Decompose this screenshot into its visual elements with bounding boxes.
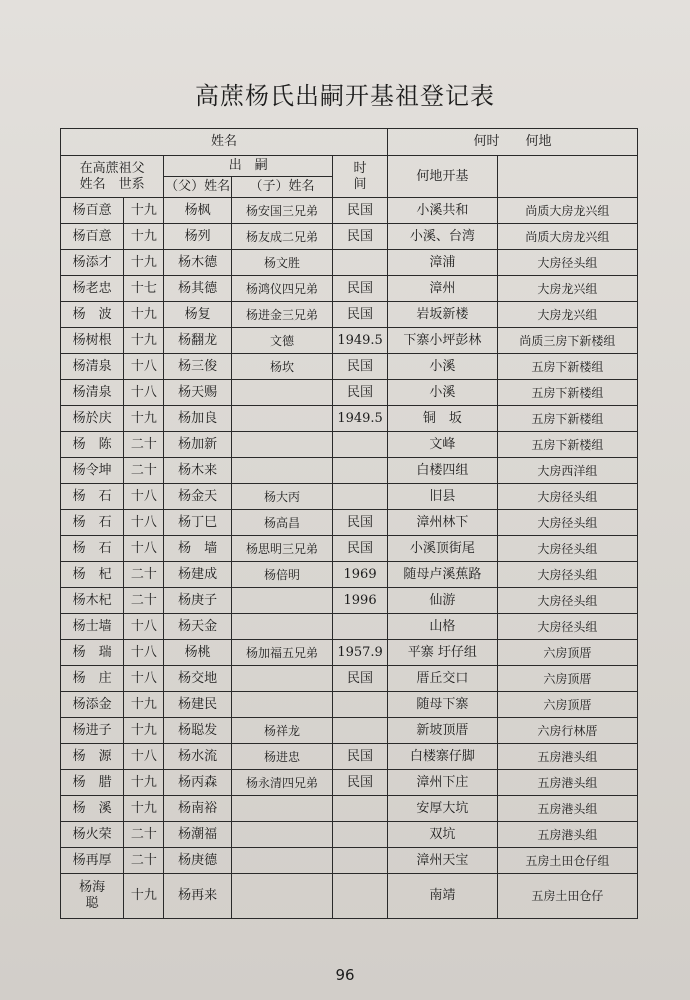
settle-place-cell: 厝丘交口: [388, 666, 498, 692]
branch-group-cell: 五房港头组: [497, 796, 637, 822]
table-row: [61, 484, 638, 510]
father-name-cell: 杨翻龙: [164, 328, 232, 354]
settle-place-cell: 南靖: [388, 874, 498, 919]
settle-place-cell: 白楼寨仔脚: [388, 744, 498, 770]
time-cell: [333, 432, 388, 458]
branch-group-cell: 大房径头组: [497, 536, 637, 562]
settle-place-cell: 下寨小坪彭林: [388, 328, 498, 354]
father-name-cell: 杨木德: [164, 250, 232, 276]
time-cell: 民国: [333, 536, 388, 562]
branch-group-cell: 六房行林厝: [497, 718, 637, 744]
branch-group-cell: 六房顶厝: [497, 692, 637, 718]
settle-place-cell: 安厚大坑: [388, 796, 498, 822]
time-cell: 民国: [333, 302, 388, 328]
header-row-1: [61, 129, 638, 156]
time-cell: 民国: [333, 744, 388, 770]
generation-cell: 十九: [124, 874, 164, 919]
branch-group-cell: 尚质大房龙兴组: [497, 224, 637, 250]
generation-cell: 十八: [124, 484, 164, 510]
header-group: [497, 156, 637, 198]
son-name-cell: [231, 588, 332, 614]
grandfather-name-cell: 杨於庆: [61, 406, 124, 432]
branch-group-cell: 五房土田仓仔: [497, 874, 637, 919]
branch-group-cell: 大房径头组: [497, 588, 637, 614]
father-name-cell: 杨天赐: [164, 380, 232, 406]
father-name-cell: 杨列: [164, 224, 232, 250]
table-row: [61, 276, 638, 302]
grandfather-name-cell: 杨令坤: [61, 458, 124, 484]
registry-table: [60, 128, 638, 919]
settle-place-cell: 小溪顶街尾: [388, 536, 498, 562]
generation-cell: 二十: [124, 458, 164, 484]
time-cell: 民国: [333, 224, 388, 250]
page-title: 高蔗杨氏出嗣开基祖登记表: [195, 82, 495, 110]
father-name-cell: 杨再来: [164, 874, 232, 919]
son-name-cell: 杨进忠: [231, 744, 332, 770]
son-name-cell: 杨安国三兄弟: [231, 198, 332, 224]
settle-place-cell: 漳州林下: [388, 510, 498, 536]
son-name-cell: 杨坎: [231, 354, 332, 380]
father-name-cell: 杨天金: [164, 614, 232, 640]
settle-place-cell: 漳州: [388, 276, 498, 302]
time-cell: 1949.5: [333, 406, 388, 432]
grandfather-name-cell: 杨 石: [61, 510, 124, 536]
father-name-cell: 杨交地: [164, 666, 232, 692]
time-cell: 民国: [333, 380, 388, 406]
father-name-cell: 杨其德: [164, 276, 232, 302]
table-row: [61, 588, 638, 614]
branch-group-cell: 五房港头组: [497, 822, 637, 848]
header-adopted: 出 嗣: [164, 156, 333, 177]
header-row-2: [61, 156, 638, 177]
son-name-cell: [231, 458, 332, 484]
settle-place-cell: 随母卢溪蕉路: [388, 562, 498, 588]
grandfather-name-cell: 杨 石: [61, 484, 124, 510]
grandfather-name-cell: 杨清泉: [61, 380, 124, 406]
table-row: [61, 250, 638, 276]
settle-place-cell: 新坡顶厝: [388, 718, 498, 744]
generation-cell: 二十: [124, 432, 164, 458]
grandfather-name-cell: 杨再厚: [61, 848, 124, 874]
generation-cell: 二十: [124, 588, 164, 614]
son-name-cell: [231, 666, 332, 692]
generation-cell: 十九: [124, 718, 164, 744]
generation-cell: 十八: [124, 744, 164, 770]
son-name-cell: [231, 848, 332, 874]
table-row: [61, 328, 638, 354]
son-name-cell: [231, 432, 332, 458]
settle-place-cell: 小溪: [388, 354, 498, 380]
header-time: 时 间: [333, 156, 388, 198]
son-name-cell: 杨祥龙: [231, 718, 332, 744]
generation-cell: 十八: [124, 640, 164, 666]
time-cell: [333, 796, 388, 822]
settle-place-cell: 漳州天宝: [388, 848, 498, 874]
son-name-cell: [231, 406, 332, 432]
grandfather-name-cell: 杨木杞: [61, 588, 124, 614]
time-cell: [333, 484, 388, 510]
table-row: [61, 874, 638, 919]
grandfather-name-cell: 杨 庄: [61, 666, 124, 692]
son-name-cell: 杨高昌: [231, 510, 332, 536]
table-row: [61, 796, 638, 822]
branch-group-cell: 五房下新楼组: [497, 354, 637, 380]
grandfather-name-cell: 杨 瑞: [61, 640, 124, 666]
table-row: [61, 562, 638, 588]
branch-group-cell: 五房港头组: [497, 744, 637, 770]
branch-group-cell: 六房顶厝: [497, 640, 637, 666]
generation-cell: 十九: [124, 770, 164, 796]
grandfather-name-cell: 杨进子: [61, 718, 124, 744]
generation-cell: 十八: [124, 614, 164, 640]
header-name: 姓名: [61, 129, 388, 156]
table-row: [61, 692, 638, 718]
header-son-name: （子）姓名: [231, 177, 332, 198]
grandfather-name-cell: 杨百意: [61, 224, 124, 250]
son-name-cell: 杨进金三兄弟: [231, 302, 332, 328]
generation-cell: 十八: [124, 536, 164, 562]
table-row: [61, 458, 638, 484]
grandfather-name-cell: 杨添才: [61, 250, 124, 276]
time-cell: [333, 718, 388, 744]
grandfather-name-cell: 杨海 聪: [61, 874, 124, 919]
son-name-cell: 杨加福五兄弟: [231, 640, 332, 666]
time-cell: 民国: [333, 666, 388, 692]
table-row: [61, 380, 638, 406]
father-name-cell: 杨桃: [164, 640, 232, 666]
time-cell: 1949.5: [333, 328, 388, 354]
grandfather-name-cell: 杨添金: [61, 692, 124, 718]
son-name-cell: [231, 874, 332, 919]
table-row: [61, 536, 638, 562]
son-name-cell: 杨文胜: [231, 250, 332, 276]
header-grandfather-cell: [61, 156, 164, 198]
branch-group-cell: 大房西洋组: [497, 458, 637, 484]
branch-group-cell: 大房径头组: [497, 484, 637, 510]
grandfather-name-cell: 杨火荣: [61, 822, 124, 848]
father-name-cell: 杨加新: [164, 432, 232, 458]
branch-group-cell: 五房下新楼组: [497, 432, 637, 458]
generation-cell: 十九: [124, 250, 164, 276]
grandfather-name-cell: 杨树根: [61, 328, 124, 354]
grandfather-name-cell: 杨 腊: [61, 770, 124, 796]
time-cell: [333, 614, 388, 640]
branch-group-cell: 大房径头组: [497, 614, 637, 640]
time-cell: 民国: [333, 276, 388, 302]
father-name-cell: 杨加良: [164, 406, 232, 432]
table-row: [61, 432, 638, 458]
grandfather-name-cell: 杨 源: [61, 744, 124, 770]
branch-group-cell: 五房港头组: [497, 770, 637, 796]
son-name-cell: 杨友成二兄弟: [231, 224, 332, 250]
settle-place-cell: 小溪、台湾: [388, 224, 498, 250]
generation-cell: 十九: [124, 224, 164, 250]
branch-group-cell: 大房龙兴组: [497, 302, 637, 328]
generation-cell: 十七: [124, 276, 164, 302]
settle-place-cell: 平寨 圩仔组: [388, 640, 498, 666]
son-name-cell: 杨鸿仪四兄弟: [231, 276, 332, 302]
table-row: [61, 718, 638, 744]
branch-group-cell: 大房龙兴组: [497, 276, 637, 302]
time-cell: 1996: [333, 588, 388, 614]
grandfather-name-cell: 杨清泉: [61, 354, 124, 380]
table-row: [61, 510, 638, 536]
header-when-where: 何时 何地: [388, 129, 638, 156]
father-name-cell: 杨复: [164, 302, 232, 328]
header-place: 何地开基: [388, 156, 498, 198]
table-row: [61, 224, 638, 250]
father-name-cell: 杨丙森: [164, 770, 232, 796]
father-name-cell: 杨南裕: [164, 796, 232, 822]
settle-place-cell: 仙游: [388, 588, 498, 614]
son-name-cell: [231, 380, 332, 406]
generation-cell: 十九: [124, 692, 164, 718]
son-name-cell: 杨永清四兄弟: [231, 770, 332, 796]
generation-cell: 二十: [124, 562, 164, 588]
grandfather-name-cell: 杨士墙: [61, 614, 124, 640]
father-name-cell: 杨水流: [164, 744, 232, 770]
grandfather-name-cell: 杨 溪: [61, 796, 124, 822]
header-name-generation: 姓名 世系: [79, 176, 145, 192]
table-row: [61, 354, 638, 380]
settle-place-cell: 岩坂新楼: [388, 302, 498, 328]
settle-place-cell: 山格: [388, 614, 498, 640]
father-name-cell: 杨庚德: [164, 848, 232, 874]
generation-cell: 十九: [124, 406, 164, 432]
son-name-cell: 文德: [231, 328, 332, 354]
table-row: [61, 770, 638, 796]
settle-place-cell: 铜 坂: [388, 406, 498, 432]
generation-cell: 二十: [124, 822, 164, 848]
time-cell: 1957.9: [333, 640, 388, 666]
table-row: [61, 822, 638, 848]
branch-group-cell: 五房下新楼组: [497, 406, 637, 432]
table-row: [61, 614, 638, 640]
generation-cell: 十九: [124, 328, 164, 354]
table-row: [61, 406, 638, 432]
header-grandfather: 在高蔗祖父: [79, 160, 145, 176]
father-name-cell: 杨庚子: [164, 588, 232, 614]
generation-cell: 十九: [124, 198, 164, 224]
grandfather-name-cell: 杨 波: [61, 302, 124, 328]
time-cell: 民国: [333, 770, 388, 796]
settle-place-cell: 旧县: [388, 484, 498, 510]
branch-group-cell: 大房径头组: [497, 562, 637, 588]
son-name-cell: 杨思明三兄弟: [231, 536, 332, 562]
settle-place-cell: 文峰: [388, 432, 498, 458]
father-name-cell: 杨潮福: [164, 822, 232, 848]
generation-cell: 十九: [124, 302, 164, 328]
grandfather-name-cell: 杨百意: [61, 198, 124, 224]
son-name-cell: [231, 614, 332, 640]
settle-place-cell: 小溪: [388, 380, 498, 406]
branch-group-cell: 大房径头组: [497, 250, 637, 276]
time-cell: 民国: [333, 354, 388, 380]
time-cell: [333, 458, 388, 484]
grandfather-name-cell: 杨 石: [61, 536, 124, 562]
time-cell: 民国: [333, 198, 388, 224]
son-name-cell: [231, 796, 332, 822]
table-row: [61, 666, 638, 692]
father-name-cell: 杨金天: [164, 484, 232, 510]
table-row: [61, 302, 638, 328]
branch-group-cell: 五房土田仓仔组: [497, 848, 637, 874]
father-name-cell: 杨三俊: [164, 354, 232, 380]
time-cell: [333, 848, 388, 874]
father-name-cell: 杨丁巳: [164, 510, 232, 536]
branch-group-cell: 六房顶厝: [497, 666, 637, 692]
branch-group-cell: 五房下新楼组: [497, 380, 637, 406]
time-cell: [333, 874, 388, 919]
son-name-cell: 杨倍明: [231, 562, 332, 588]
son-name-cell: 杨大丙: [231, 484, 332, 510]
son-name-cell: [231, 692, 332, 718]
settle-place-cell: 白楼四组: [388, 458, 498, 484]
grandfather-name-cell: 杨 杞: [61, 562, 124, 588]
table-row: [61, 744, 638, 770]
settle-place-cell: 小溪共和: [388, 198, 498, 224]
branch-group-cell: 大房径头组: [497, 510, 637, 536]
branch-group-cell: 尚质三房下新楼组: [497, 328, 637, 354]
father-name-cell: 杨 墙: [164, 536, 232, 562]
table-row: [61, 198, 638, 224]
father-name-cell: 杨建成: [164, 562, 232, 588]
generation-cell: 十八: [124, 510, 164, 536]
father-name-cell: 杨聪发: [164, 718, 232, 744]
settle-place-cell: 漳州下庄: [388, 770, 498, 796]
settle-place-cell: 双坑: [388, 822, 498, 848]
time-cell: [333, 692, 388, 718]
generation-cell: 十八: [124, 354, 164, 380]
time-cell: [333, 250, 388, 276]
father-name-cell: 杨建民: [164, 692, 232, 718]
settle-place-cell: 随母下寨: [388, 692, 498, 718]
grandfather-name-cell: 杨 陈: [61, 432, 124, 458]
page-number: 96: [335, 966, 355, 984]
father-name-cell: 杨枫: [164, 198, 232, 224]
branch-group-cell: 尚质大房龙兴组: [497, 198, 637, 224]
generation-cell: 十八: [124, 666, 164, 692]
generation-cell: 十九: [124, 796, 164, 822]
grandfather-name-cell: 杨老忠: [61, 276, 124, 302]
table-row: [61, 848, 638, 874]
time-cell: 民国: [333, 510, 388, 536]
son-name-cell: [231, 822, 332, 848]
time-cell: 1969: [333, 562, 388, 588]
header-father-name: （父）姓名: [164, 177, 232, 198]
generation-cell: 十八: [124, 380, 164, 406]
father-name-cell: 杨木来: [164, 458, 232, 484]
settle-place-cell: 漳浦: [388, 250, 498, 276]
generation-cell: 二十: [124, 848, 164, 874]
time-cell: [333, 822, 388, 848]
table-row: [61, 640, 638, 666]
